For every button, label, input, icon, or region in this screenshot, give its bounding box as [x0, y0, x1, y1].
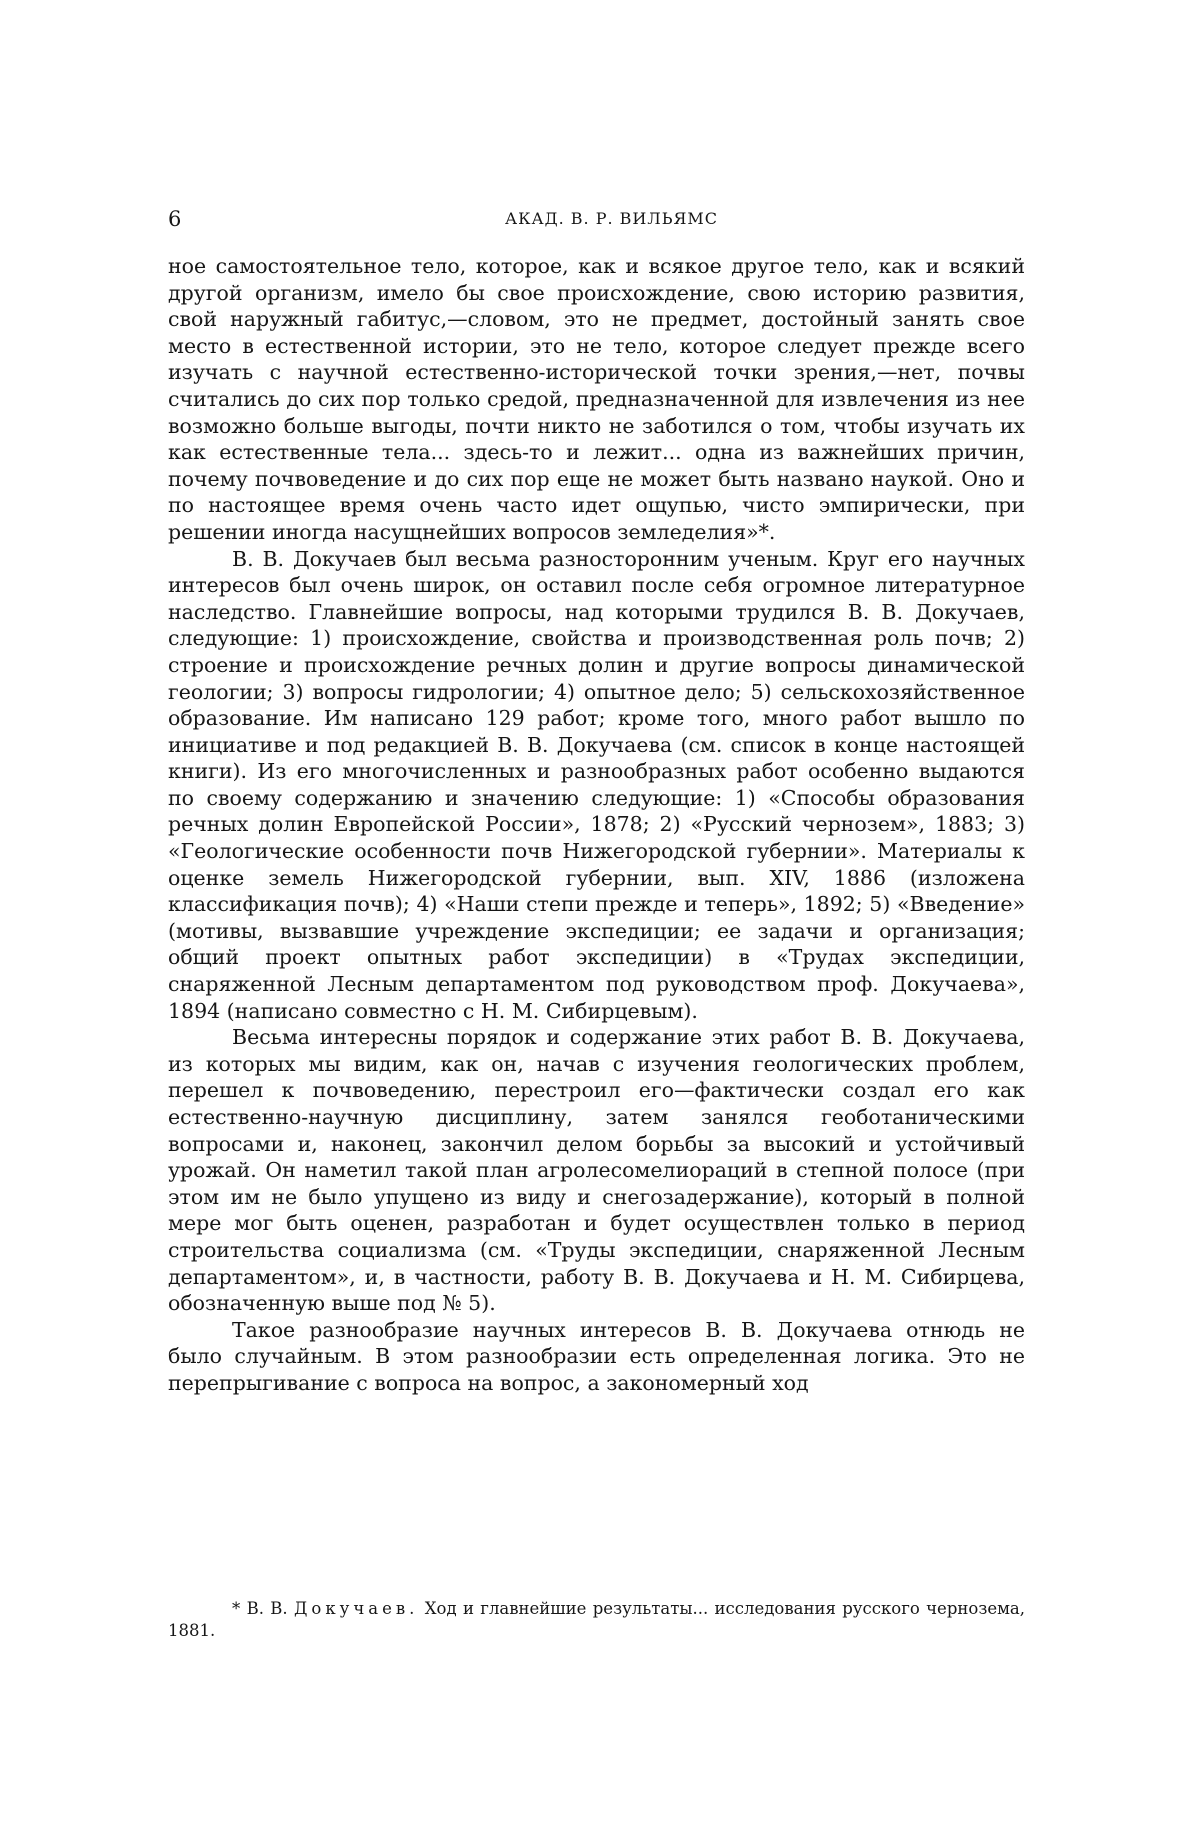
footnote-author: Докучаев. — [294, 1599, 419, 1618]
footnote — [168, 1598, 1025, 1642]
running-head: АКАД. В. Р. ВИЛЬЯМС — [504, 209, 719, 228]
footnote-text: Ход и главнейшие результаты... исследования русского чернозема, 1881. — [168, 1599, 1025, 1640]
page-number: 6 — [168, 207, 182, 231]
footnote-marker: * В. В. — [232, 1599, 288, 1618]
paragraph-order-of-works: Весьма интересны порядок и содержание этих работ В. В. Докучаева, из которых мы видим, как он, начав с изучения геологических проблем, перешел к почвоведению, перестроил его—фактически создал его как естественно-научную дисциплину, затем занялся геоботаническими вопросами и, наконец, закончил делом борьбы за высокий и устойчивый урожай. Он наметил такой план агролесомелиораций в степной полосе (при этом им не было упущено из виду и снегозадержание), который в полной мере мог быть оценен, разработан и будет осуществлен только в период строительства социализма (см. «Труды экспедиции, снаряженной Лесным департаментом», и, в частности, работу В. В. Докучаева и Н. М. Сибирцева, обозначенную выше под № 5). — [168, 1025, 1025, 1316]
paragraph-continued: ное самостоятельное тело, которое, как и всякое другое тело, как и всякий другой организм, имело бы свое происхождение, свою историю развития, свой наружный габитус,—словом, это не предмет, достойный занять свое место в естественной истории, это не тело, которое следует прежде всего изучать с научной естественно-исторической точки зрения,—нет, почвы считались до сих пор только средой, предназначенной для извлечения из нее возможно больше выгоды, почти никто не заботился о том, чтобы изучать их как естественные тела... здесь-то и лежит... одна из важнейших причин, почему почвоведение и до сих пор еще не может быть названо наукой. Оно и по настоящее время очень часто идет ощупью, чисто эмпирически, при решении иногда насущнейших вопросов земледелия»*. — [168, 254, 1025, 544]
paragraph-dokuchaev-interests: В. В. Докучаев был весьма разносторонним ученым. Круг его научных интересов был очень широк, он оставил после себя огромное литературное наследство. Главнейшие вопросы, над которыми трудился В. В. Докучаев, следующие: 1) происхождение, свойства и производственная роль почв; 2) строение и происхождение речных долин и другие вопросы динамической геологии; 3) вопросы гидрологии; 4) опытное дело; 5) сельскохозяйственное образование. Им написано 129 работ; кроме того, много работ вышло по инициативе и под редакцией В. В. Докучаева (см. список в конце настоящей книги). Из его многочисленных и разнообразных работ особенно выдаются по своему содержанию и значению следующие: 1) «Способы образования речных долин Европейской России», 1878; 2) «Русский чернозем», 1883; 3) «Геологические особенности почв Нижегородской губернии». Материалы к оценке земель Нижегородской губернии, вып. XIV, 1886 (изложена классификация почв); 4) «Наши степи прежде и теперь», 1892; 5) «Введение» (мотивы, вызвавшие учреждение экспедиции; ее задачи и организация; общий проект опытных работ экспедиции) в «Трудах экспедиции, снаряженной Лесным департаментом под руководством проф. Докучаева», 1894 (написано совместно с Н. М. Сибирцевым). — [168, 546, 1025, 1023]
body-text — [168, 253, 1025, 1397]
paragraph-diversity: Такое разнообразие научных интересов В. В. Докучаева отнюдь не было случайным. В этом разнообразии есть определенная логика. Это не перепрыгивание с вопроса на вопрос, а закономерный ход — [168, 1317, 1025, 1395]
footnote-section — [168, 1598, 1025, 1642]
page-header — [168, 207, 1025, 237]
